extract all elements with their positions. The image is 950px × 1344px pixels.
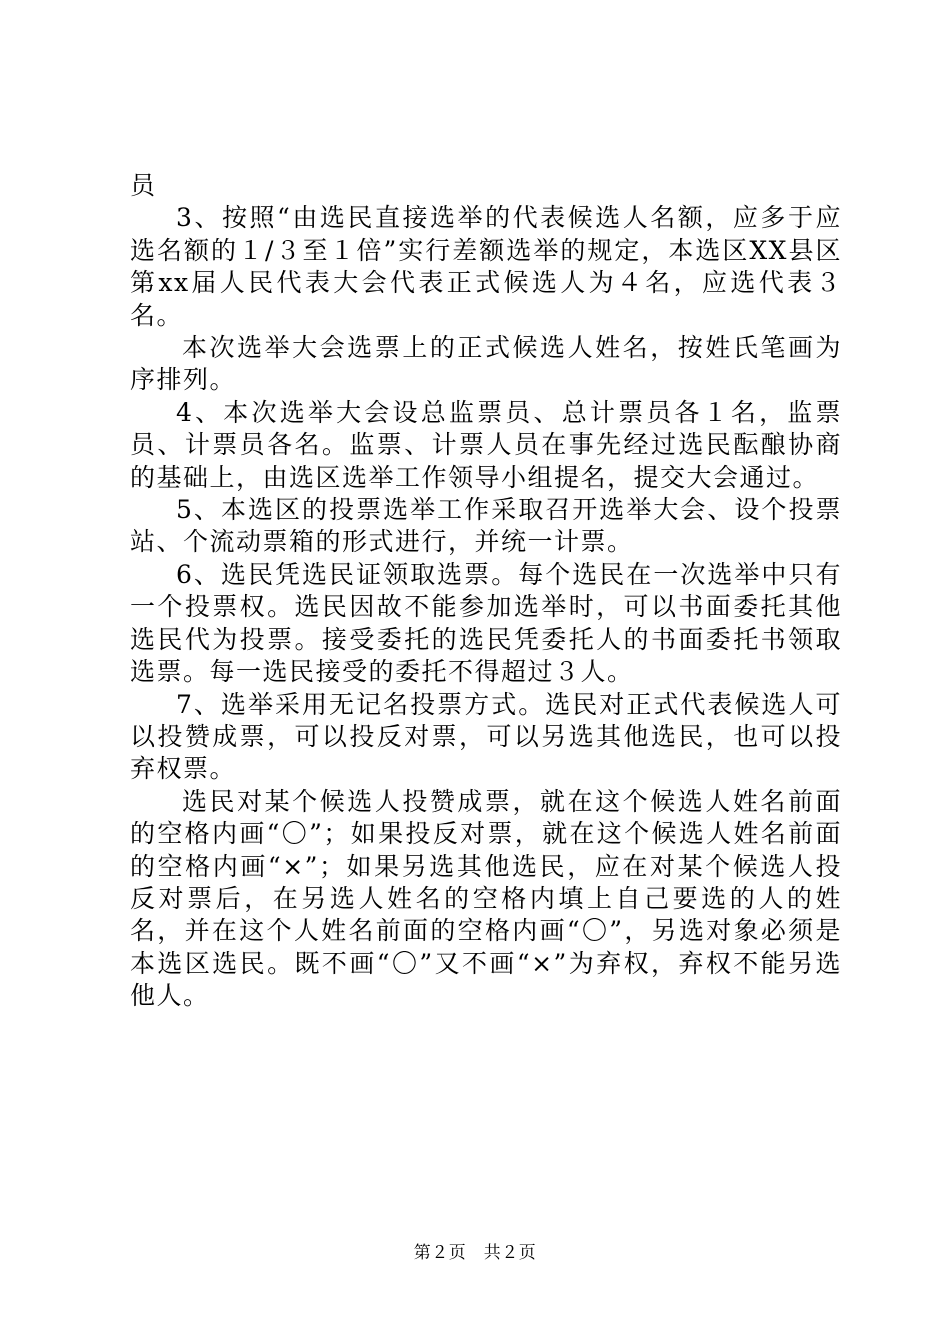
- paragraph-item-6: 6、选民凭选民证领取选票。每个选民在一次选举中只有一个投票权。选民因故不能参加选举时，可以书面委托其他选民代为投票。接受委托的选民凭委托人的书面委托书领取选票。每一选民接受的委托不得超过３人。: [130, 559, 842, 687]
- paragraph-item-4: 4、本次选举大会设总监票员、总计票员各１名，监票员、计票员各名。监票、计票人员在事先经过选民酝酿协商的基础上，由选区选举工作领导小组提名，提交大会通过。: [130, 397, 842, 492]
- paragraph-voting-marks: 选民对某个候选人投赞成票，就在这个候选人姓名前面的空格内画“〇”；如果投反对票，就在这个候选人姓名前面的空格内画“×”；如果另选其他选民，应在对某个候选人投反对票后，在另选人姓名的空格内填上自己要选的人的姓名，并在这个人姓名前面的空格内画“〇”，另选对象必须是本选区选民。既不画“〇”又不画“×”为弃权，弃权不能另选他人。: [130, 786, 842, 1011]
- paragraph-ballot-order: 本次选举大会选票上的正式候选人姓名，按姓氏笔画为序排列。: [130, 333, 842, 395]
- page-number-footer: 第２页 共２页: [413, 1243, 537, 1263]
- document-body: [130, 170, 842, 1013]
- paragraph-item-3: 3、按照“由选民直接选举的代表候选人名额，应多于应选名额的１/３至１倍”实行差额选举的规定，本选区XX县区第xx届人民代表大会代表正式候选人为４名，应选代表３名。: [130, 203, 842, 330]
- paragraph-item-5: 5、本选区的投票选举工作采取召开选举大会、设个投票站、个流动票箱的形式进行，并统一计票。: [130, 495, 842, 557]
- paragraph-continuation: 员: [130, 171, 157, 200]
- paragraph-item-7: 7、选举采用无记名投票方式。选民对正式代表候选人可以投赞成票，可以投反对票，可以另选其他选民，也可以投弃权票。: [130, 689, 842, 784]
